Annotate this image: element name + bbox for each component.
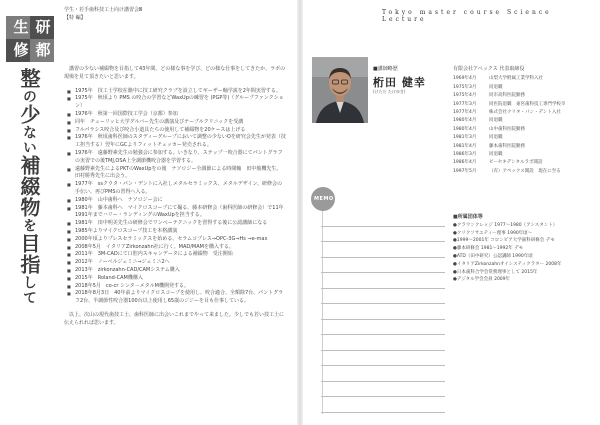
history-item: ■ 2018年5月 co-cr シンタ－メタルM機開発する。 [64, 283, 286, 291]
title-char: を [21, 218, 37, 233]
career-text: （有）アペックス開設 現在に至る [489, 168, 561, 174]
career-row [453, 84, 583, 92]
logo-char: 研 [35, 18, 51, 36]
history-item: ■ 2015年 Roland-CAM機購入 [64, 275, 286, 283]
career-year: 1980年4月 [453, 118, 477, 124]
career-text: 同医院退職 東宮歯科技工専門学校卒 [489, 101, 566, 107]
career-text: 山中歯科医院勤務 [489, 126, 525, 132]
career-row [453, 143, 583, 151]
title-char: 少 [17, 104, 41, 125]
career-year: 1975年3月 [453, 84, 477, 90]
career-year: 1997年5月 [453, 168, 477, 174]
career-text: 藤本歯科医院勤務 [489, 143, 525, 149]
memo-line [321, 382, 445, 398]
career-year: 1969年4月 [453, 76, 477, 82]
title-char: の [21, 89, 37, 104]
title-char: 物 [17, 197, 41, 218]
career-text: 株式会社クリタ・パン・デント入社 [489, 110, 561, 116]
title-char: な [21, 125, 37, 140]
history-item: ■ 2008年5月 イタリアZirkonzahn社に行く。MAD/MAMを購入する。 [64, 244, 286, 252]
history-item: ■ 1977年 ssクウタ・パン・デントに入社しメタルセラミックス、メタルデザイン、研修会の手伝い、再びPMSの習得へ入る。 [64, 181, 286, 197]
history-item: ■ 1975年 秋頃より PMS の咬合の学習などWaxUpの練習を (PGP等)（グループファンクション） [64, 95, 286, 111]
history-item: ■ 1976年 秋頃歯科医師のスタディーグループにおいて調整の少ないOを研究会先生が発表（技工担当する）翌年にGCよりフィットチェッカー発売される。 [64, 134, 286, 150]
history-item: ■ 2013年 zirkonzahn-CAD/CAMシステム購入 [64, 267, 286, 275]
career-row [453, 101, 583, 109]
article-title [14, 68, 44, 305]
award-item: ●1999〜2001年 コロンビア大学歯科研修会 デモ [453, 238, 555, 244]
history-item: ■ 2011年 3M-CADにて口腔内スキャンデータによる補綴物 受注開始 [64, 251, 286, 259]
memo-area [321, 211, 445, 413]
header-subtitle: 学生・若手歯科技工士向け講習会Ⅲ [64, 7, 143, 13]
logo-char: 生 [13, 18, 29, 36]
lecturer-name: 桁田 健幸 [373, 76, 426, 89]
profile-label: ■講師略歴 [373, 66, 398, 72]
award-item: ●ATD（田中研究）公認講師 1990年頃 [453, 253, 533, 259]
memo-line [321, 242, 445, 258]
career-year: 1980年4月 [453, 126, 477, 132]
memo-line [321, 304, 445, 320]
career-text: 同退職 [489, 135, 503, 141]
award-item: ●クリクソサエティー理事 1990年頃〜 [453, 230, 533, 236]
career-list [453, 65, 583, 176]
portrait-image [312, 57, 368, 123]
memo-line [321, 397, 445, 413]
awards-list [453, 214, 583, 284]
title-char: し [21, 275, 37, 290]
memo-line [321, 351, 445, 367]
history-item: ■ 2000年頃よりプレスセラミックスを始める、セラムコプレス⇒OPC-3G⇒Hs ⇒e-max [64, 236, 286, 244]
career-year: 1975年4月 [453, 93, 477, 99]
title-char: 目 [17, 233, 41, 254]
award-item: ●クラウンクレッジ 1977〜1980（アシスタント） [453, 222, 558, 228]
title-char: 補 [17, 155, 41, 176]
career-row [453, 117, 583, 125]
memo-line [321, 289, 445, 305]
title-char: 指 [17, 254, 41, 275]
title-char: て [21, 290, 37, 305]
company-line: 有限会社アペックス 代表取締役 [453, 66, 525, 72]
career-row [453, 151, 583, 159]
series-header: Tokyo master course Science Lecture [382, 9, 552, 23]
career-row [453, 159, 583, 167]
lecturer-photo [312, 57, 368, 123]
history-item: ■ 遠藤野素先生によるPKTのWaxUpをの後 ナソロジー全調節による時間軸 田中舶機先生、田村勝秀先生に出会う。 [64, 166, 286, 182]
history-item: ■ 1980年 山中歯科へ ナソロジー会に [64, 197, 286, 205]
header-category: 【特 編】 [64, 15, 86, 21]
memo-line [321, 335, 445, 351]
memo-line [321, 320, 445, 336]
title-char: 整 [17, 68, 41, 89]
history-list [64, 88, 286, 306]
memo-line [321, 273, 445, 289]
award-item: ●イタリアZirkonzahnオイシスティクラター 2008年 [453, 261, 562, 267]
history-item: ■ 2012年 ノーベルジェミニ⇒ジェミニ2へ [64, 259, 286, 267]
article-body [64, 66, 286, 334]
career-year: 1977年4月 [453, 110, 477, 116]
memo-line [321, 366, 445, 382]
career-row [453, 92, 583, 100]
history-item: ■ フルパラシス咬合及び咬合小道具たちの使用して補綴物を20ケースは上げる [64, 127, 286, 135]
memo-line [321, 211, 445, 227]
title-char: い [21, 140, 37, 155]
career-row [453, 168, 583, 176]
award-item: ●日本歯科合学会常務理事として 2015年 [453, 269, 538, 275]
award-item: ●藤本研修会 1981〜1992年 デモ [453, 246, 524, 252]
career-text: 同退職 [489, 152, 503, 158]
career-row [453, 134, 583, 142]
career-text: 山梨大学附属工業学科入社 [489, 76, 543, 82]
logo-char: 修 [13, 41, 29, 59]
page-fold [297, 0, 303, 425]
career-year: 1981年4月 [453, 143, 477, 149]
career-text: ビーセキデンタルラボ開設 [489, 160, 543, 166]
award-item: ●デジタル学会会員 2009年 [453, 277, 511, 283]
career-text: 同市高科医院勤務 [489, 93, 525, 99]
memo-line [321, 227, 445, 243]
awards-title: ■所属団体等 [453, 214, 483, 220]
history-item: ■ 1976年 秋第一回国際技工学会（京都）参加 [64, 111, 286, 119]
history-item: ■ 1985年よりマイクロスコープ技工を本格講演 [64, 228, 286, 236]
career-row [453, 109, 583, 117]
article-closing: 以上、次山の現代歯技工士、歯科医師に出会いこれまでやって来ました。少しでも若い技工士に伝えられれば思います。 [64, 311, 285, 326]
lecturer-kana: (けただ たけゆき) [373, 89, 406, 94]
history-item: ■ 1981年 田中明美先生の研修会でワンベーテクニックを習得する後に公認講師になる [64, 220, 286, 228]
career-year: 1981年3月 [453, 135, 477, 141]
history-item: ■ 1981年 藤本歯科へ マイクロスコープにて撮る、藤本研修会（歯科医師の研修会）で11年1991年までハリー・ランディングのWaxUpを担当する。 [64, 205, 286, 221]
history-item: ■ 2018年8月3日 40年前よりマイクロスコープを使用し、咬合適合、全額除7台、パントグラフ2台、半調節性咬合器100台以上使用し65歳のジジーを目も仕事している。 [64, 290, 286, 306]
history-item: ■ 同年 チューリッヒ大学グルバー先生の講演及びテーブルクリニックを受講 [64, 119, 286, 127]
history-item: ■ 1975年 技工士学校在籍中に技工研究クラブを設立してギーザー軸学説を2年間実習する。 [64, 88, 286, 96]
history-item: ■ 1976年 遠藤野素先生の勉強会に参加する。いきなり、ステップ一咬合器にてパントグラフの実習での後TMJ,OSA上全調節機咬合器を学習する。 [64, 150, 286, 166]
career-year: 1986年3月 [453, 152, 477, 158]
article-intro: 講習の少ない補綴物を目指して43年間、どの様な事を学び、どの様な仕事をしてきたか、ラボの現場を見て頂きたいと思います。 [64, 66, 286, 80]
career-year: 1986年4月 [453, 160, 477, 166]
career-text: 同退職 [489, 84, 503, 90]
title-char: 綴 [17, 176, 41, 197]
logo-char: 都 [35, 41, 51, 59]
memo-label: MEMO [314, 196, 334, 202]
career-row [453, 126, 583, 134]
career-text: 同退職 [489, 118, 503, 124]
memo-line [321, 258, 445, 274]
career-year: 1977年3月 [453, 101, 477, 107]
career-row [453, 75, 583, 83]
